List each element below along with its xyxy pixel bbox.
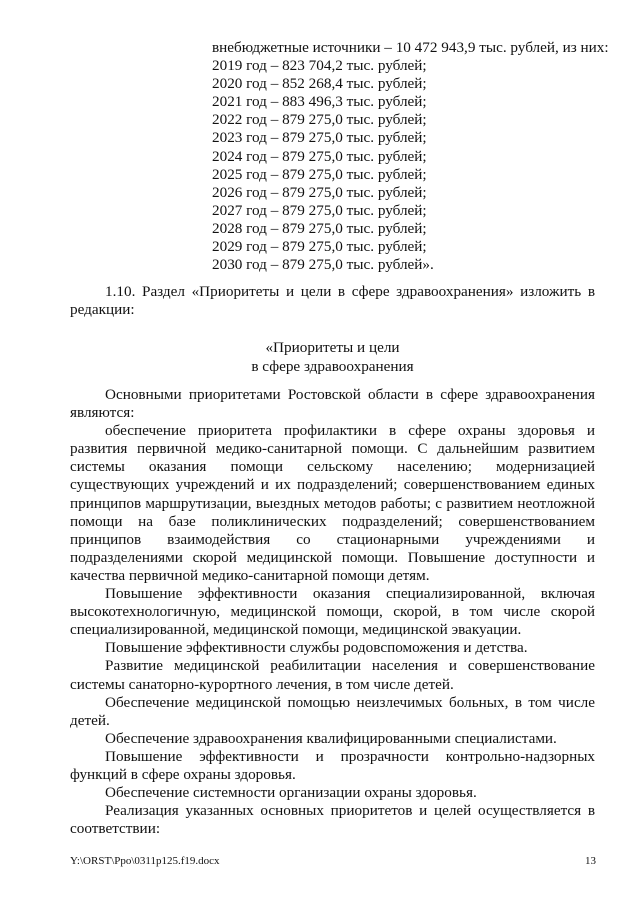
body-paragraph: Реализация указанных основных приоритетов и целей осуществляется в соответствии: xyxy=(70,802,595,838)
footer-page-number: 13 xyxy=(585,855,596,867)
funding-year-line: 2025 год – 879 275,0 тыс. рублей; xyxy=(212,165,427,183)
body-paragraph: Повышение эффективности и прозрачности контрольно-надзорных функций в сфере охраны здоровья. xyxy=(70,747,595,783)
body-paragraph: обеспечение приоритета профилактики в сфере охраны здоровья и развития первичной медико-санитарной помощи. С дальнейшим развитием системы оказания помощи сельскому населению; модернизацией существующих учреждений и их подразделений; совершенствованием единых принципов маршрутизации, выездных методов работы; с развитием неотложной помощи на базе поликлинических подразделений; совершенствованием принципов взаимодействия со стационарными учреждениями и подразделениями скорой медицинской помощи. Повышение доступности и качества первичной медико-санитарной помощи детям. xyxy=(70,422,595,584)
funding-year-line: 2030 год – 879 275,0 тыс. рублей». xyxy=(212,256,434,274)
section-heading-line-2: в сфере здравоохранения xyxy=(251,357,414,375)
body-paragraph: Основными приоритетами Ростовской области в сфере здравоохранения являются: xyxy=(70,386,595,422)
funding-year-line: 2020 год – 852 268,4 тыс. рублей; xyxy=(212,75,427,93)
amendment-text: 1.10. Раздел «Приоритеты и цели в сфере здравоохранения» изложить в редакции: xyxy=(70,283,595,319)
body-paragraph: Обеспечение системности организации охраны здоровья. xyxy=(105,784,477,802)
funding-year-line: 2023 год – 879 275,0 тыс. рублей; xyxy=(212,129,427,147)
body-paragraph: Обеспечение медицинской помощью неизлечимых больных, в том числе детей. xyxy=(70,693,595,729)
funding-intro: внебюджетные источники – 10 472 943,9 тыс. рублей, из них: xyxy=(212,39,609,56)
funding-year-line: 2024 год – 879 275,0 тыс. рублей; xyxy=(212,147,427,165)
funding-breakdown xyxy=(212,39,609,274)
section-heading xyxy=(70,339,595,376)
funding-year-line: 2028 год – 879 275,0 тыс. рублей; xyxy=(212,219,427,237)
body-paragraph: Развитие медицинской реабилитации населения и совершенствование системы санаторно-курортного лечения, в том числе детей. xyxy=(70,657,595,693)
funding-year-line: 2022 год – 879 275,0 тыс. рублей; xyxy=(212,111,427,129)
funding-year-line: 2029 год – 879 275,0 тыс. рублей; xyxy=(212,238,427,256)
funding-year-line: 2021 год – 883 496,3 тыс. рублей; xyxy=(212,93,427,111)
funding-year-line: 2019 год – 823 704,2 тыс. рублей; xyxy=(212,57,427,75)
section-heading-line-1: «Приоритеты и цели xyxy=(265,339,400,356)
body-paragraph: Повышение эффективности службы родовспоможения и детства. xyxy=(105,639,528,657)
body-paragraph: Повышение эффективности оказания специализированной, включая высокотехнологичную, медицинской помощи, скорой, в том числе скорой специализированной, медицинской помощи, медицинской эвакуации. xyxy=(70,585,595,639)
body-paragraph: Обеспечение здравоохранения квалифицированными специалистами. xyxy=(105,729,557,747)
funding-year-line: 2026 год – 879 275,0 тыс. рублей; xyxy=(212,183,427,201)
funding-year-line: 2027 год – 879 275,0 тыс. рублей; xyxy=(212,201,427,219)
section-body xyxy=(70,386,595,838)
footer-file-path: Y:\ORST\Ppo\0311p125.f19.docx xyxy=(70,855,220,867)
amendment-clause xyxy=(70,283,595,319)
